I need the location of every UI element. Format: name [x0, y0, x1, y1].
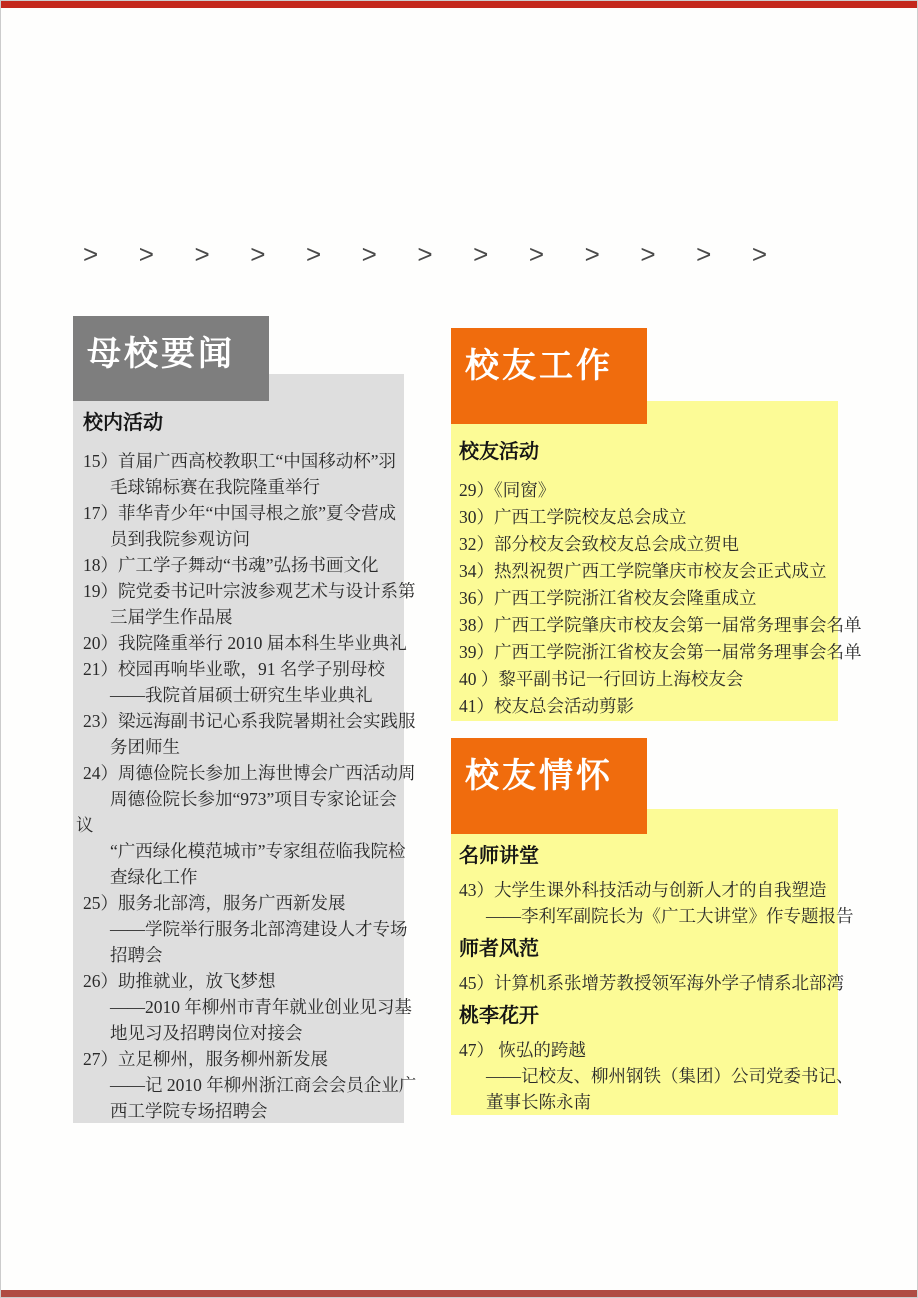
toc-line: 地见习及招聘岗位对接会	[110, 1023, 303, 1043]
section-header-alumni-sentiment: 校友情怀	[451, 738, 647, 834]
toc-line: 周德俭院长参加“973”项目专家论证会	[110, 789, 397, 809]
toc-line: 29）《同窗》	[459, 480, 556, 500]
toc-line: ——李利军副院长为《广工大讲堂》作专题报告	[486, 906, 854, 926]
toc-line: 24）周德俭院长参加上海世博会广西活动周	[83, 763, 416, 783]
toc-subheading: 校友活动	[459, 441, 539, 463]
alumni-work-panel	[451, 401, 862, 721]
toc-line: 30）广西工学院校友总会成立	[459, 507, 687, 527]
toc-line: 40 ）黎平副书记一行回访上海校友会	[459, 669, 744, 689]
toc-line: 32）部分校友会致校友总会成立贺电	[459, 534, 739, 554]
toc-line: 毛球锦标赛在我院隆重举行	[110, 477, 320, 497]
toc-line: 45）计算机系张增芳教授领军海外学子情系北部湾	[459, 973, 844, 993]
chevron-icon: >	[584, 239, 600, 269]
toc-subheading: 师者风范	[459, 938, 539, 960]
toc-line: 27）立足柳州，服务柳州新发展	[83, 1049, 328, 1069]
toc-subheading: 校内活动	[83, 412, 163, 434]
alumni-sentiment-panel	[451, 809, 854, 1115]
toc-line: ——学院举行服务北部湾建设人才专场	[110, 919, 408, 939]
toc-line: 36）广西工学院浙江省校友会隆重成立	[459, 588, 757, 608]
chevron-icon: >	[361, 239, 377, 269]
toc-line: “广西绿化模范城市”专家组莅临我院检	[110, 841, 406, 861]
chevron-icon: >	[250, 239, 266, 269]
toc-line: 19）院党委书记叶宗波参观艺术与设计系第	[83, 581, 416, 601]
chevron-icon: >	[417, 239, 433, 269]
chevron-icon: >	[83, 239, 99, 269]
toc-line: 47） 恢弘的跨越	[459, 1040, 586, 1060]
toc-line: ——我院首届硕士研究生毕业典礼	[110, 685, 373, 705]
section-header-alumni-work: 校友工作	[451, 328, 647, 424]
toc-line: 查绿化工作	[110, 867, 198, 887]
chevron-row	[83, 239, 767, 269]
toc-line: 议	[76, 815, 94, 835]
chevron-icon: >	[528, 239, 545, 269]
toc-line: 员到我院参观访问	[110, 529, 250, 549]
toc-line: 20）我院隆重举行 2010 届本科生毕业典礼	[83, 633, 407, 653]
toc-line: ——2010 年柳州市青年就业创业见习基	[110, 997, 412, 1017]
chevron-icon: >	[305, 239, 322, 269]
chevron-icon: >	[473, 239, 489, 269]
toc-line: 15）首届广西高校教职工“中国移动杯”羽	[83, 451, 397, 471]
toc-line: 西工学院专场招聘会	[110, 1101, 268, 1121]
chevron-icon: >	[751, 239, 767, 269]
top-red-bar	[1, 1, 917, 8]
toc-line: 三届学生作品展	[110, 607, 233, 627]
toc-line: 34）热烈祝贺广西工学院肇庆市校友会正式成立	[459, 561, 827, 581]
toc-subheading: 桃李花开	[459, 1005, 539, 1027]
toc-line: 25）服务北部湾，服务广西新发展	[83, 893, 346, 913]
toc-line: 26）助推就业，放飞梦想	[83, 971, 276, 991]
bottom-red-bar	[1, 1290, 917, 1297]
toc-line: 41）校友总会活动剪影	[459, 696, 634, 716]
toc-line: 43）大学生课外科技活动与创新人才的自我塑造	[459, 880, 827, 900]
toc-line: 17）菲华青少年“中国寻根之旅”夏令营成	[83, 503, 397, 523]
toc-line: 招聘会	[110, 945, 163, 965]
chevron-icon: >	[640, 239, 656, 269]
toc-line: 21）校园再响毕业歌，91 名学子别母校	[83, 659, 385, 679]
campus-activities-panel	[73, 374, 417, 1123]
toc-line: 38）广西工学院肇庆市校友会第一届常务理事会名单	[459, 615, 862, 635]
chevron-icon: >	[696, 239, 712, 269]
toc-line: 18）广工学子舞动“书魂”弘扬书画文化	[83, 555, 379, 575]
toc-line: 23）梁远海副书记心系我院暑期社会实践服	[83, 711, 416, 731]
section-header-alma-mater-news: 母校要闻	[73, 316, 269, 401]
toc-subheading: 名师讲堂	[459, 845, 539, 867]
toc-line: 务团师生	[110, 737, 180, 757]
toc-line: 董事长陈永南	[486, 1092, 591, 1112]
toc-line: ——记 2010 年柳州浙江商会会员企业广	[110, 1075, 417, 1095]
chevron-icon: >	[194, 239, 210, 269]
toc-line: 39）广西工学院浙江省校友会第一届常务理事会名单	[459, 642, 862, 662]
chevron-icon: >	[138, 239, 154, 269]
toc-line: ——记校友、柳州钢铁（集团）公司党委书记、	[486, 1066, 854, 1086]
